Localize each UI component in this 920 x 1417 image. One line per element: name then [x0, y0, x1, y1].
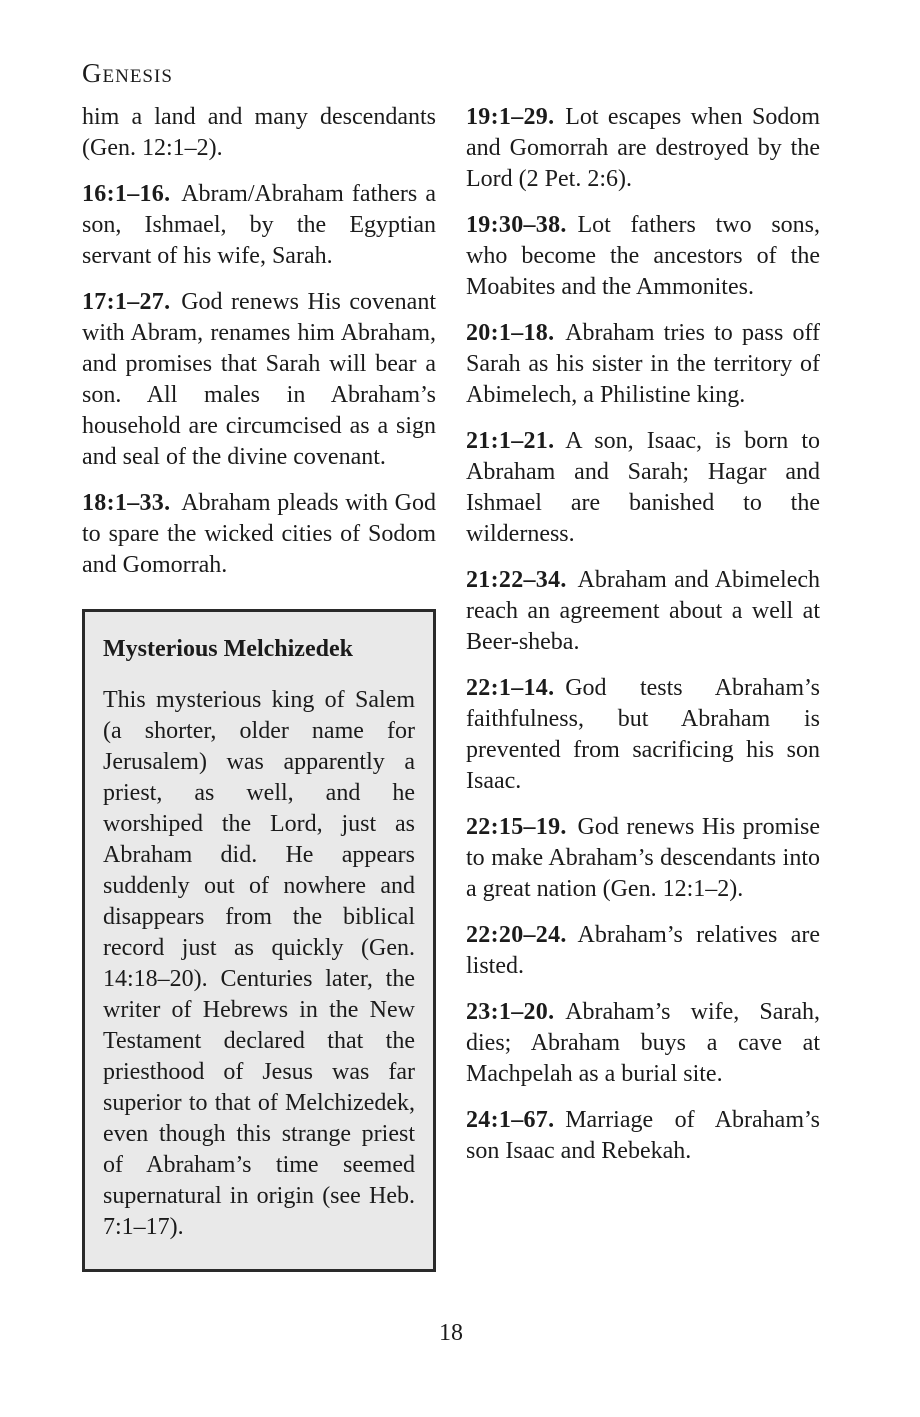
entry-text: God renews His promise to make Abraham’s descendants into a great nation (Gen. 12:1–2). [466, 814, 820, 902]
entry-text: Abram/Abraham fathers a son, Ishmael, by the Egyptian servant of his wife, Sarah. [82, 181, 436, 269]
two-column-layout [82, 102, 820, 1272]
entry-19-30-38 [466, 210, 820, 303]
entry-17-1-27 [82, 287, 436, 473]
entry-text: Lot fathers two sons, who become the ancestors of the Moabites and the Ammonites. [466, 212, 820, 300]
entry-22-20-24 [466, 920, 820, 982]
entry-text: A son, Isaac, is born to Abraham and Sarah; Hagar and Ishmael are banished to the wilderness. [466, 428, 820, 547]
entry-23-1-20 [466, 997, 820, 1090]
verse-ref: 21:22–34. [466, 567, 567, 593]
entry-text: God renews His covenant with Abram, renames him Abraham, and promises that Sarah will bear a son. All males in Abraham’s household are circumcised as a sign and seal of the divine covenant. [82, 289, 436, 470]
verse-ref: 19:1–29. [466, 104, 555, 130]
entry-21-1-21 [466, 426, 820, 550]
verse-ref: 16:1–16. [82, 181, 171, 207]
entry-20-1-18 [466, 318, 820, 411]
running-head: Genesis [82, 58, 173, 88]
entry-24-1-67 [466, 1105, 820, 1167]
entry-text: Abraham pleads with God to spare the wicked cities of Sodom and Gomorrah. [82, 490, 436, 578]
entry-22-15-19 [466, 812, 820, 905]
entry-text: Abraham and Abimelech reach an agreement about a well at Beer-sheba. [466, 567, 820, 655]
sidebar-melchizedek [82, 609, 436, 1272]
verse-ref: 24:1–67. [466, 1107, 555, 1133]
right-column [466, 102, 820, 1182]
entry-text: Abraham’s relatives are listed. [466, 922, 820, 979]
left-column [82, 102, 436, 1272]
entry-21-22-34 [466, 565, 820, 658]
entry-text: Abraham tries to pass off Sarah as his sister in the territory of Abimelech, a Philistine king. [466, 320, 820, 408]
verse-ref: 23:1–20. [466, 999, 555, 1025]
page-number: 18 [439, 1320, 463, 1346]
verse-ref: 21:1–21. [466, 428, 555, 454]
entry-text: Abraham’s wife, Sarah, dies; Abraham buys a cave at Machpelah as a burial site. [466, 999, 820, 1087]
entry-22-1-14 [466, 673, 820, 797]
verse-ref: 22:1–14. [466, 675, 555, 701]
verse-ref: 20:1–18. [466, 320, 555, 346]
entry-text: Lot escapes when Sodom and Gomorrah are destroyed by the Lord (2 Pet. 2:6). [466, 104, 820, 192]
verse-ref: 22:15–19. [466, 814, 567, 840]
verse-ref: 18:1–33. [82, 490, 171, 516]
sidebar-body: This mysterious king of Salem (a shorter, older name for Jerusalem) was apparently a priest, as well, and he worshiped the Lord, just as Abraham did. He appears suddenly out of nowhere and disappears from the biblical record just as quickly (Gen. 14:18–20). Centuries later, the writer of Hebrews in the New Testament declared that the priesthood of Jesus was far superior to that of Melchizedek, even though this strange priest of Abraham’s time seemed supernatural in origin (see Heb. 7:1–17). [103, 687, 415, 1240]
entry-text: God tests Abraham’s faithfulness, but Abraham is prevented from sacrificing his son Isaac. [466, 675, 820, 794]
continuation-paragraph [82, 102, 436, 164]
entry-text: him a land and many descendants (Gen. 12:1–2). [82, 104, 436, 161]
entry-18-1-33 [82, 488, 436, 581]
verse-ref: 17:1–27. [82, 289, 171, 315]
verse-ref: 19:30–38. [466, 212, 567, 238]
entry-16-1-16 [82, 179, 436, 272]
entry-text: Marriage of Abraham’s son Isaac and Rebekah. [466, 1107, 820, 1164]
sidebar-title: Mysterious Melchizedek [103, 636, 353, 662]
verse-ref: 22:20–24. [466, 922, 567, 948]
entry-19-1-29 [466, 102, 820, 195]
